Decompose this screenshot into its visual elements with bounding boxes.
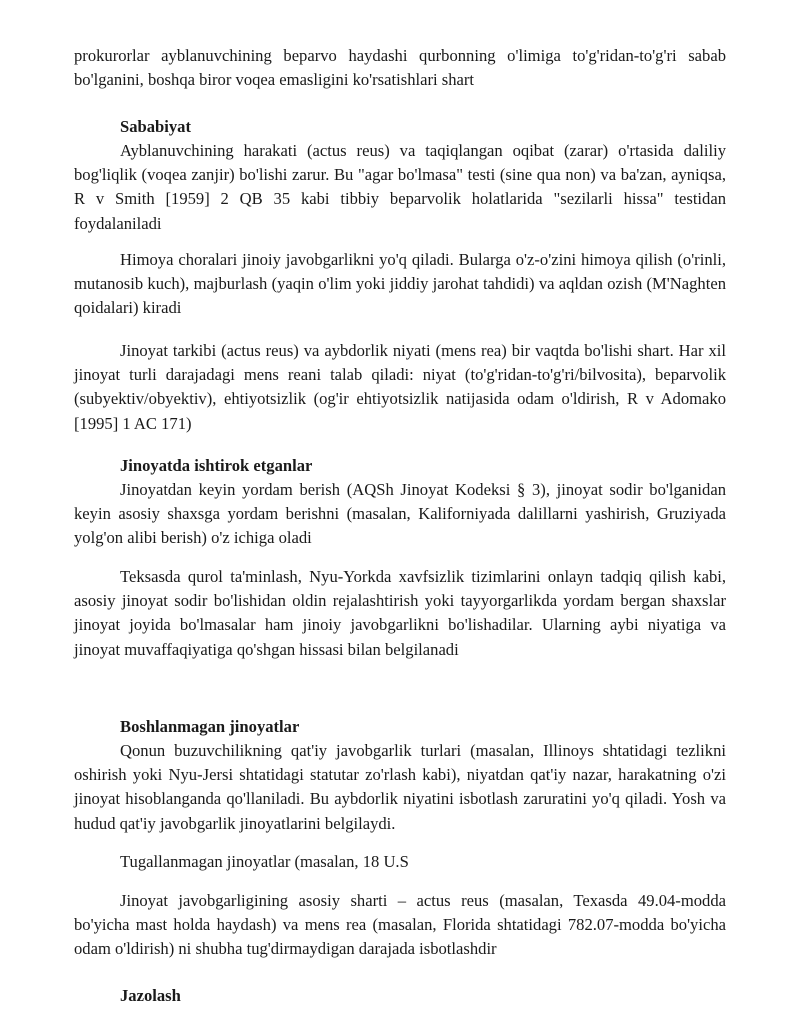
paragraph-causation-intro: prokurorlar ayblanuvchining beparvo haydashi qurbonning o'limiga to'g'ridan-to'g'ri sabab bo'lganini, boshqa biror voqea emasligini ko'rsatishlari shart [74,46,726,90]
heading-punishment: Jazolash [120,986,181,1005]
heading-sababiyat: Sababiyat [120,117,192,136]
paragraph-mens-rea: Jinoyat tarkibi (actus reus) va aybdorlik niyati (mens rea) bir vaqtda bo'lishi shart. Har xil jinoyat turli darajadagi mens reani talab qiladi: niyat (to'g'ridan-to'g'ri/bilvosita), beparvolik (subyektiv/obyektiv), ehtiyotsizlik (og'ir ehtiyotsizlik natijasida odam o'ldirish, R v Adomako [1995] 1 AC 171) [74,341,726,433]
paragraph-strict-liability: Qonun buzuvchilikning qat'iy javobgarlik turlari (masalan, Illinoys shtatidagi tezlikni oshirish yoki Nyu-Jersi shtatidagi statutar zo'rlash kabi), niyatdan qat'iy nazar, harakatning o'zi jinoyat hisoblanganda qo'llaniladi. Bu aybdorlik niyatini isbotlash zaruratini yo'q qiladi. Yosh va hudud qat'iy javobgarlik jinoyatlarini belgilaydi. [74,741,726,833]
paragraph-inchoate: Tugallanmagan jinoyatlar (masalan, 18 U.S [120,852,409,871]
paragraph-burden-of-proof: Jinoyat javobgarligining asosiy sharti – actus reus (masalan, Texasda 49.04-modda bo'yicha mast holda haydash) va mens rea (masalan, Florida shtatidagi 782.07-modda bo'yicha odam o'ldirish) ni shubha tug'dirmaydigan darajada isbotlashdir [74,891,726,959]
heading-participants: Jinoyatda ishtirok etganlar [120,456,313,475]
paragraph-accessory-before: Teksasda qurol ta'minlash, Nyu-Yorkda xavfsizlik tizimlarini onlayn tadqiq qilish kabi, asosiy jinoyat sodir bo'lishidan oldin rejalashtirish yoki tayyorgarlikda yordam bergan shaxslar jinoyat joyida bo'lmasalar ham jinoiy javobgarlikni bo'lishadilar. Ularning aybi niyatiga va jinoyat muvaffaqiyatiga qo'shgan hissasi bilan belgilanadi [74,567,726,659]
heading-strict-liability: Boshlanmagan jinoyatlar [120,717,300,736]
paragraph-causation: Ayblanuvchining harakati (actus reus) va taqiqlangan oqibat (zarar) o'rtasida daliliy bog'liqlik (voqea zanjir) bo'lishi zarur. Bu "agar bo'lmasa" testi (sine qua non) va ba'zan, ayniqsa, R v Smith [1959] 2 QB 35 kabi tibbiy beparvolik holatlarida "sezilarli hissa" testidan foydalaniladi [74,141,726,233]
paragraph-defenses: Himoya choralari jinoiy javobgarlikni yo'q qiladi. Bularga o'z-o'zini himoya qilish (o'rinli, mutanosib kuch), majburlash (yaqin o'lim yoki jiddiy jarohat tahdidi) va aqldan ozish (M'Naghten qoidalari) kiradi [74,250,726,318]
paragraph-accessory-after: Jinoyatdan keyin yordam berish (AQSh Jinoyat Kodeksi § 3), jinoyat sodir bo'lganidan keyin asosiy shaxsga yordam berishni (masalan, Kaliforniyada dalillarni yashirish, Gruziyada yolg'on alibi berish) o'z ichiga oladi [74,480,726,548]
